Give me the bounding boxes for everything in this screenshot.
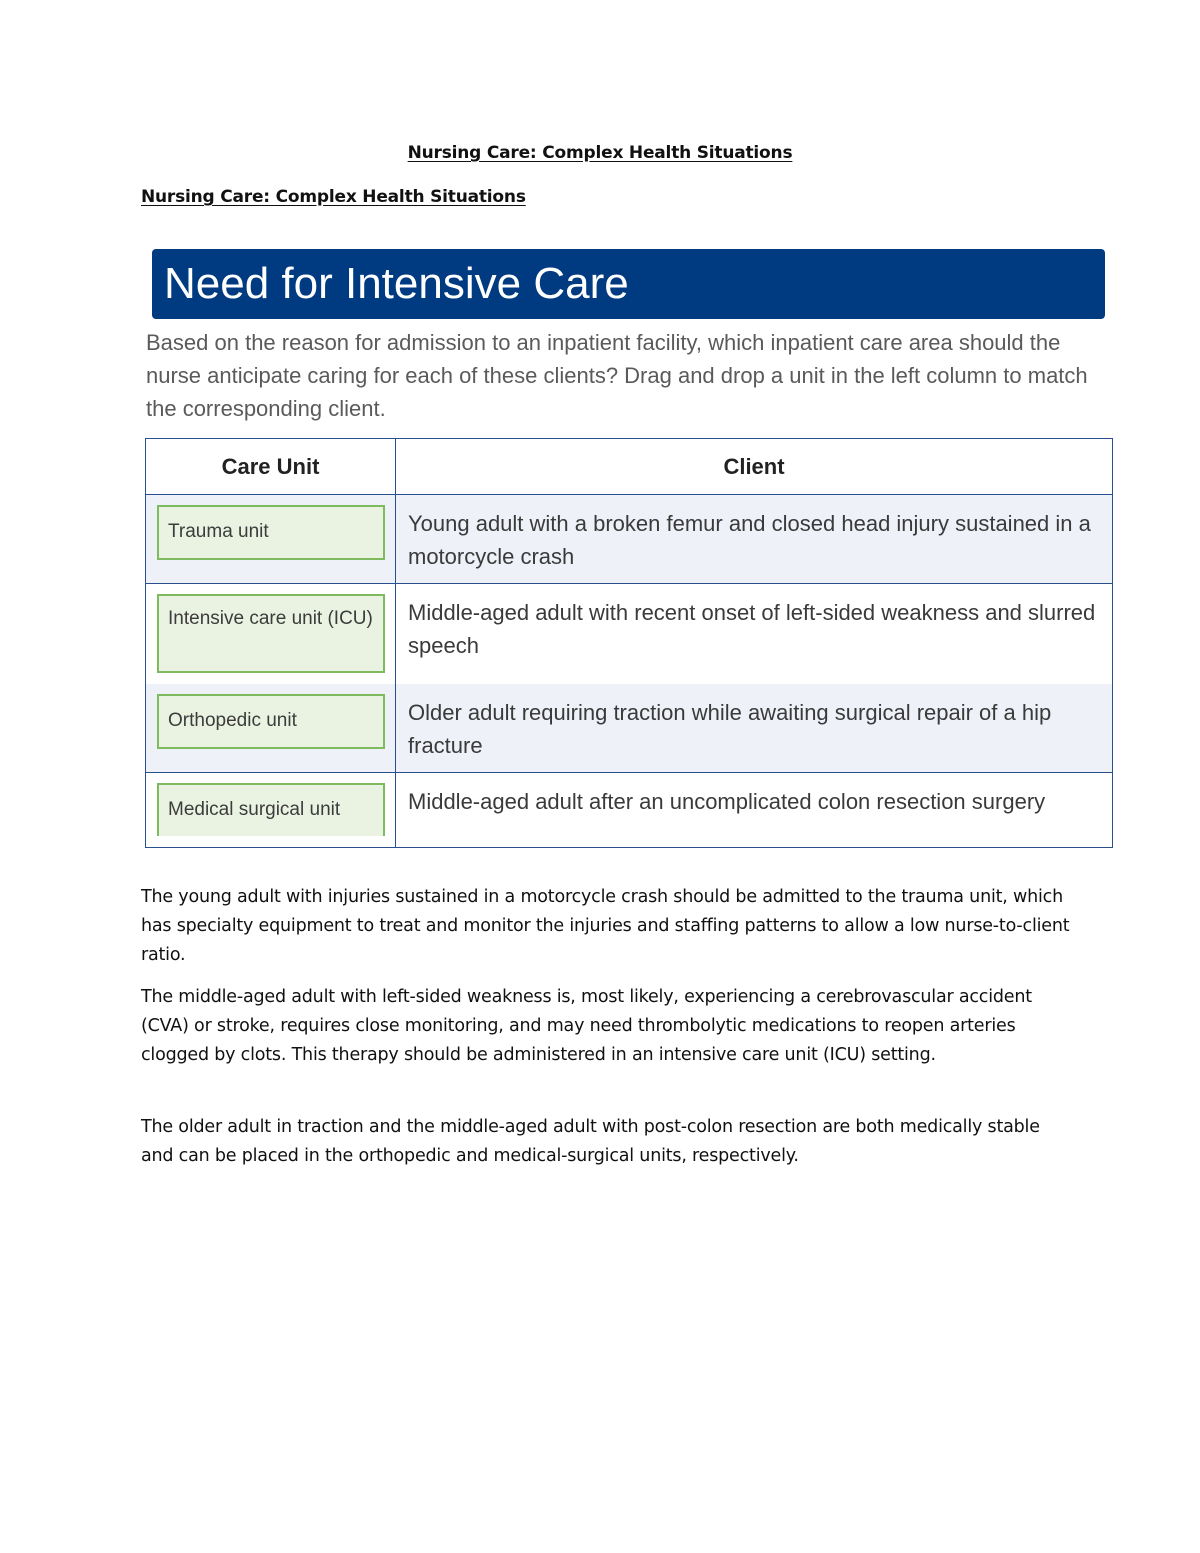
question-prompt: Based on the reason for admission to an inpatient facility, which inpatient care area should the nurse anticipate caring for each of these clients? Drag and drop a unit in the left column to match the corresponding client. [146, 330, 1088, 421]
client-description: Older adult requiring traction while awaiting surgical repair of a hip fracture [408, 700, 1052, 758]
client-description: Young adult with a broken femur and closed head injury sustained in a motorcycle crash [408, 511, 1091, 569]
client-cell [396, 773, 1113, 848]
table-row [146, 495, 1113, 584]
banner-title: Need for Intensive Care [164, 259, 629, 308]
client-cell [396, 584, 1113, 685]
table-header-row [146, 439, 1113, 495]
unit-cell [146, 773, 396, 848]
unit-cell [146, 684, 396, 773]
client-description: Middle-aged adult after an uncomplicated colon resection surgery [408, 789, 1046, 814]
document-title-left: Nursing Care: Complex Health Situations [141, 187, 526, 207]
client-description: Middle-aged adult with recent onset of left-sided weakness and slurred speech [408, 600, 1096, 658]
question-banner [152, 249, 1105, 319]
header-care-unit: Care Unit [146, 439, 396, 495]
client-cell [396, 684, 1113, 773]
document-title-centered: Nursing Care: Complex Health Situations [407, 143, 793, 163]
draggable-unit-medical-surgical[interactable]: Medical surgical unit [157, 783, 385, 836]
unit-cell [146, 495, 396, 584]
header-client: Client [396, 439, 1113, 495]
care-unit-table [145, 438, 1113, 848]
explanation-paragraph-stable: The older adult in traction and the middle-aged adult with post-colon resection are both medically stable and can be placed in the orthopedic and medical-surgical units, respectively. [141, 1117, 1040, 1166]
table-row [146, 773, 1113, 848]
draggable-unit-orthopedic[interactable]: Orthopedic unit [157, 694, 385, 749]
client-cell [396, 495, 1113, 584]
table-row [146, 684, 1113, 773]
unit-cell [146, 584, 396, 685]
draggable-unit-icu[interactable]: Intensive care unit (ICU) [157, 594, 385, 673]
draggable-unit-trauma[interactable]: Trauma unit [157, 505, 385, 560]
explanation-paragraph-trauma: The young adult with injuries sustained in a motorcycle crash should be admitted to the trauma unit, which has specialty equipment to treat and monitor the injuries and staffing patterns to allow a low nurse-to-client ratio. [141, 887, 1070, 965]
table-row [146, 584, 1113, 685]
explanation-paragraph-icu: The middle-aged adult with left-sided weakness is, most likely, experiencing a cerebrovascular accident (CVA) or stroke, requires close monitoring, and may need thrombolytic medications to reopen arteries clogged by clots. This therapy should be administered in an intensive care unit (ICU) setting. [141, 987, 1032, 1065]
